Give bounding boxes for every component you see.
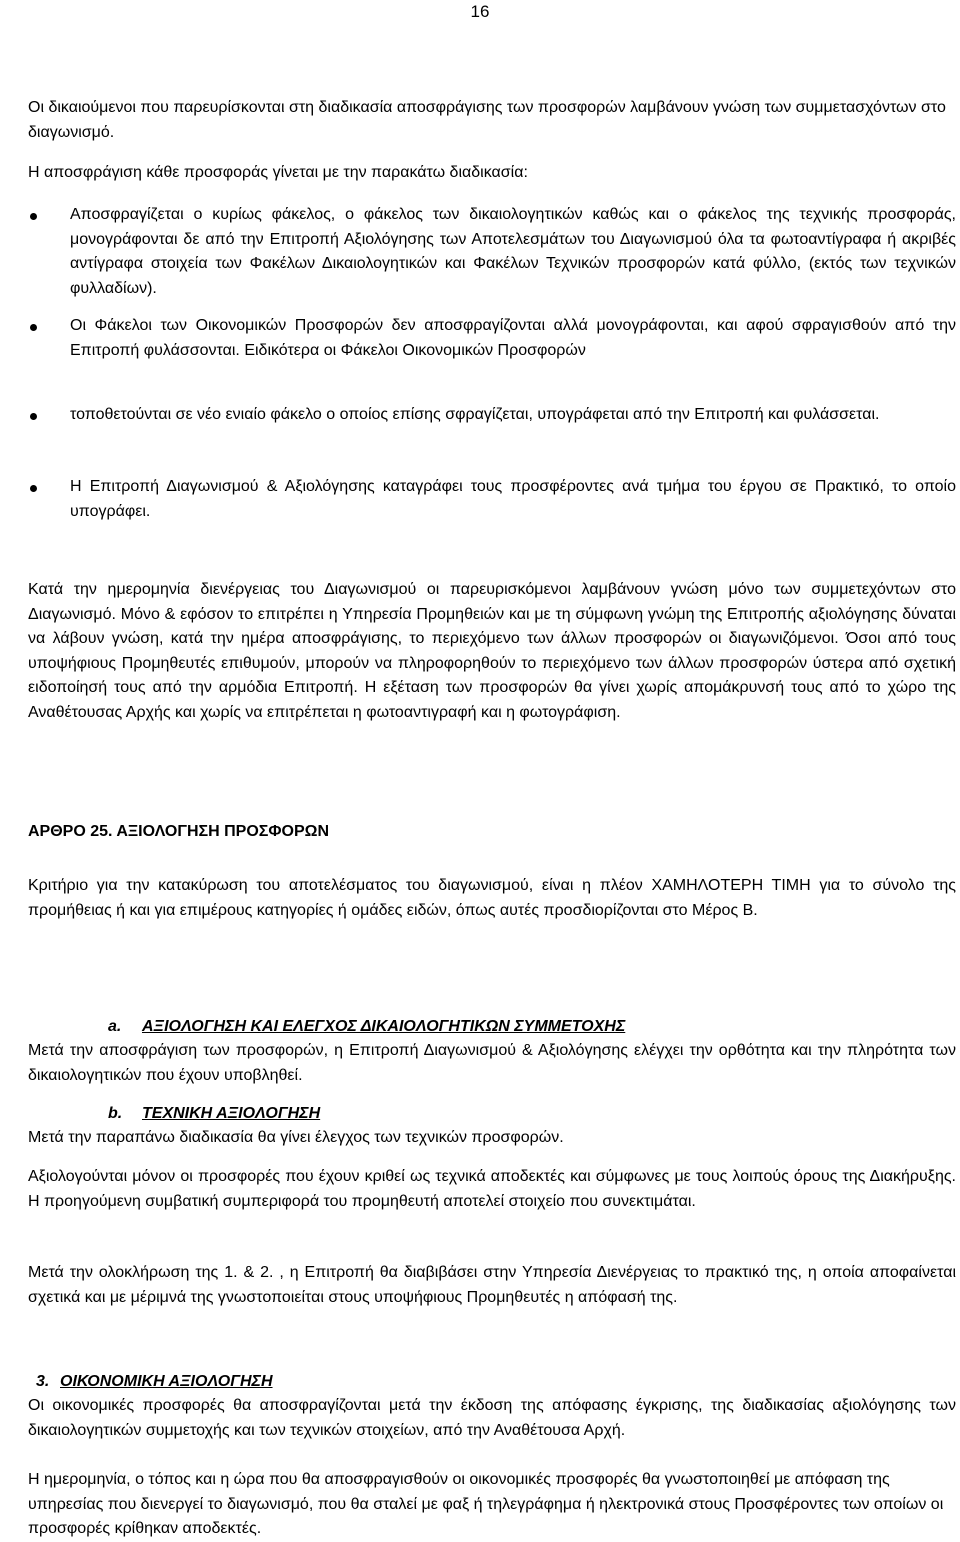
bullet-icon	[30, 213, 37, 220]
section-a-letter: a.	[108, 1018, 122, 1035]
section-3-title: ΟΙΚΟΝΟΜΙΚΗ ΑΞΙΟΛΟΓΗΣΗ	[60, 1373, 273, 1390]
section-a-heading	[108, 1015, 625, 1040]
paragraph-section-a: Μετά την αποσφράγιση των προσφορών, η Επιτροπή Διαγωνισμού & Αξιολόγησης ελέγχει την ορθότητα και την πληρότητα των δικαιολογητικών που έχουν υποβληθεί.	[28, 1042, 956, 1084]
bullet-item-new-envelope: τοποθετούνται σε νέο ενιαίο φάκελο ο οποίος επίσης σφραγίζεται, υπογράφεται από την Επιτροπή και φυλάσσεται.	[70, 406, 880, 423]
bullet-icon	[30, 324, 37, 331]
bullet-item-financial-envelopes: Οι Φάκελοι των Οικονομικών Προσφορών δεν αποσφραγίζονται αλλά μονογράφονται, και αφού σφραγισθούν από την Επιτροπή φυλάσσονται. Ειδικότερα οι Φάκελοι Οικονομικών Προσφορών	[70, 317, 956, 359]
intro-paragraph-procedure: Η αποσφράγιση κάθε προσφοράς γίνεται με την παρακάτω διαδικασία:	[28, 164, 528, 181]
intro-paragraph-attendees: Οι δικαιούμενοι που παρευρίσκονται στη διαδικασία αποσφράγισης των προσφορών λαμβάνουν γνώση των συμμετασχόντων στο διαγωνισμό.	[28, 99, 946, 141]
paragraph-section-3-notification: Η ημερομηνία, ο τόπος και η ώρα που θα αποσφραγισθούν οι οικονομικές προσφορές θα γνωστοποιηθεί με απόφαση της υπηρεσίας που διενεργεί το διαγωνισμό, που θα σταλεί με φαξ ή τηλεγράφημα ή ηλεκτρονικά στους Προσφέροντες των οποίων οι προσφορές κρίθηκαν αποδεκτές.	[28, 1471, 944, 1537]
paragraph-section-b-intro: Μετά την παραπάνω διαδικασία θα γίνει έλεγχος των τεχνικών προσφορών.	[28, 1129, 564, 1146]
section-b-letter: b.	[108, 1105, 123, 1122]
paragraph-section-b-evaluation: Αξιολογούνται μόνον οι προσφορές που έχουν κριθεί ως τεχνικά αποδεκτές και σύμφωνες με τους λοιπούς όρους της Διακήρυξης. Η προηγούμενη συμβατική συμπεριφορά του προμηθευτή αποτελεί στοιχείο που συνεκτιμάται.	[28, 1168, 956, 1210]
paragraph-section-3-opening: Οι οικονομικές προσφορές θα αποσφραγίζονται μετά την έκδοση της απόφασης έγκρισης, της διαδικασίας αξιολόγησης των δικαιολογητικών συμμετοχής και των τεχνικών στοιχείων, από την Αναθέτουσα Αρχή.	[28, 1397, 956, 1439]
paragraph-tender-date: Κατά την ημερομηνία διενέργειας του Διαγωνισμού οι παρευρισκόμενοι λαμβάνουν γνώση μόνο των συμμετεχόντων στο Διαγωνισμό. Μόνο & εφόσον το επιτρέπει η Υπηρεσία Προμηθειών και με τη σύμφωνη γνώμη της Επιτροπής αξιολόγησης δύναται να λάβουν γνώση, κατά την ημέρα αποσφράγισης, το περιεχόμενο των άλλων προσφορών οι διαγωνιζόμενοι. Όσοι από τους υποψήφιους Προμηθευτές επιθυμούν, μπορούν να πληροφορηθούν το περιεχόμενο των άλλων προσφορών ύστερα από σχετική ειδοποίησή τους από την αρμόδια Επιτροπή. Η εξέταση των προσφορών θα γίνει χωρίς απομάκρυνσή τους από το χώρο της Αναθέτουσας Αρχής και χωρίς να επιτρέπεται η φωτοαντιγραφή και η φωτογράφιση.	[28, 581, 956, 721]
article-heading: ΑΡΘΡΟ 25. ΑΞΙΟΛΟΓΗΣΗ ΠΡΟΣΦΟΡΩΝ	[28, 823, 330, 840]
page-number: 16	[470, 2, 490, 21]
bullet-item-committee-record: Η Επιτροπή Διαγωνισμού & Αξιολόγησης καταγράφει τους προσφέροντες ανά τμήμα του έργου σε Πρακτικό, το οποίο υπογράφει.	[70, 478, 956, 520]
paragraph-section-b-completion: Μετά την ολοκλήρωση της 1. & 2. , η Επιτροπή θα διαβιβάσει στην Υπηρεσία Διενέργειας το πρακτικό της, η οποία αποφαίνεται σχετικά και με μέριμνά της γνωστοποιείται στους υποψήφιους Προμηθευτές η απόφασή της.	[28, 1264, 956, 1306]
bullet-item-main-envelope: Αποσφραγίζεται ο κυρίως φάκελος, ο φάκελος των δικαιολογητικών καθώς και ο φάκελος της τεχνικής προσφοράς, μονογράφονται δε από την Επιτροπή Αξιολόγησης των Αποτελεσμάτων του Διαγωνισμού όλα τα φωτοαντίγραφα ή ακριβές αντίγραφα στοιχεία των Φακέλων Δικαιολογητικών και Φακέλων Τεχνικών προσφορών κατά φύλλο, (εκτός των τεχνικών φυλλαδίων).	[70, 206, 956, 297]
section-3-heading	[36, 1370, 273, 1395]
section-b-title: ΤΕΧΝΙΚΗ ΑΞΙΟΛΟΓΗΣΗ	[142, 1105, 321, 1122]
section-3-letter: 3.	[36, 1373, 50, 1390]
paragraph-award-criterion: Κριτήριο για την κατακύρωση του αποτελέσματος του διαγωνισμού, είναι η πλέον ΧΑΜΗΛΟΤΕΡΗ ΤΙΜΗ για το σύνολο της προμήθειας ή και για επιμέρους κατηγορίες ή ομάδες ειδών, όπως αυτές προσδιορίζονται στο Μέρος Β.	[28, 877, 956, 919]
section-b-heading	[108, 1102, 320, 1127]
bullet-icon	[30, 413, 37, 420]
bullet-icon	[30, 485, 37, 492]
section-a-title: ΑΞΙΟΛΟΓΗΣΗ ΚΑΙ ΕΛΕΓΧΟΣ ΔΙΚΑΙΟΛΟΓΗΤΙΚΩΝ ΣΥΜΜΕΤΟΧΗΣ	[142, 1018, 626, 1035]
